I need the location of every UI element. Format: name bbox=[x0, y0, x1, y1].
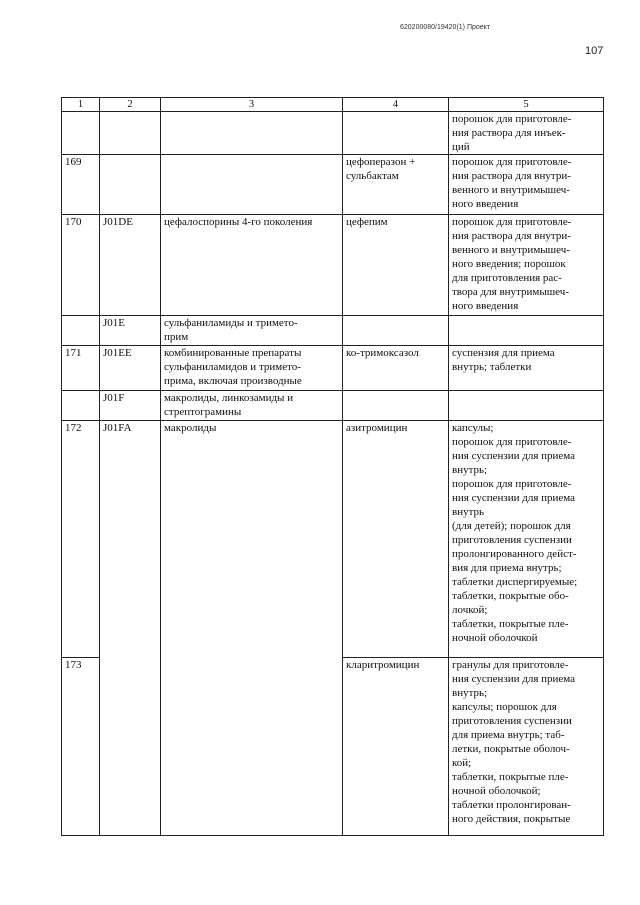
atc-code-cell: J01FA bbox=[100, 421, 161, 658]
atc-code-cell bbox=[100, 658, 161, 836]
dosage-form-cell: порошок для приготовле- ния раствора для внутри- венного и внутримышеч- ного введения; порошок для приготовления рас- твора для внутримышеч- ного введения bbox=[449, 215, 604, 316]
table-row bbox=[62, 215, 604, 316]
group-name-cell: макролиды, линкозамиды и стрептограмины bbox=[161, 391, 343, 421]
row-number-cell bbox=[62, 112, 100, 155]
drug-name-cell: кларитромицин bbox=[343, 658, 449, 836]
dosage-form-cell: суспензия для приема внутрь; таблетки bbox=[449, 346, 604, 391]
dosage-form-cell: капсулы; порошок для приготовле- ния суспензии для приема внутрь; порошок для приготовле- ния суспензии для приема внутрь (для детей); порошок для приготовления суспензии пролонгированного дейст- вия для приема внутрь; таблетки диспергируемые; таблетки, покрытые обо- лочкой; таблетки, покрытые пле- ночной оболочкой bbox=[449, 421, 604, 658]
atc-code-cell: J01E bbox=[100, 316, 161, 346]
table-row bbox=[62, 421, 604, 658]
group-name-cell bbox=[161, 155, 343, 215]
group-name-cell bbox=[161, 112, 343, 155]
drug-name-cell: азитромицин bbox=[343, 421, 449, 658]
drug-name-cell: ко-тримоксазол bbox=[343, 346, 449, 391]
atc-code-cell bbox=[100, 112, 161, 155]
group-name-cell: макролиды bbox=[161, 421, 343, 658]
group-name-cell bbox=[161, 658, 343, 836]
table-header-row bbox=[62, 98, 604, 112]
atc-code-cell: J01F bbox=[100, 391, 161, 421]
page-number: 107 bbox=[585, 45, 604, 57]
row-number-cell bbox=[62, 391, 100, 421]
dosage-form-cell: порошок для приготовле- ния раствора для инъек- ций bbox=[449, 112, 604, 155]
table-row bbox=[62, 155, 604, 215]
row-number-cell: 173 bbox=[62, 658, 100, 836]
table-row bbox=[62, 658, 604, 836]
column-header-1: 1 bbox=[62, 98, 100, 112]
dosage-form-cell bbox=[449, 316, 604, 346]
table-row bbox=[62, 112, 604, 155]
drug-name-cell: цефепим bbox=[343, 215, 449, 316]
group-name-cell: сульфаниламиды и тримето- прим bbox=[161, 316, 343, 346]
group-name-cell: комбинированные препараты сульфаниламидов и тримето- прима, включая производные bbox=[161, 346, 343, 391]
column-header-2: 2 bbox=[100, 98, 161, 112]
row-number-cell bbox=[62, 316, 100, 346]
dosage-form-cell: гранулы для приготовле- ния суспензии для приема внутрь; капсулы; порошок для приготовления суспензии для приема внутрь; таб- летки, покрытые оболоч- кой; таблетки, покрытые пле- ночной оболочкой; таблетки пролонгирован- ного действия, покрытые bbox=[449, 658, 604, 836]
table-row bbox=[62, 316, 604, 346]
drug-name-cell bbox=[343, 112, 449, 155]
group-name-cell: цефалоспорины 4-го поколения bbox=[161, 215, 343, 316]
column-header-4: 4 bbox=[343, 98, 449, 112]
row-number-cell: 172 bbox=[62, 421, 100, 658]
drug-registry-table bbox=[61, 97, 604, 836]
atc-code-cell bbox=[100, 155, 161, 215]
atc-code-cell: J01EE bbox=[100, 346, 161, 391]
column-header-3: 3 bbox=[161, 98, 343, 112]
column-header-5: 5 bbox=[449, 98, 604, 112]
drug-name-cell bbox=[343, 316, 449, 346]
atc-code-cell: J01DE bbox=[100, 215, 161, 316]
drug-name-cell: цефоперазон + сульбактам bbox=[343, 155, 449, 215]
table-row bbox=[62, 391, 604, 421]
document-id: 620200080/19420(1) Проект bbox=[400, 24, 491, 31]
table-row bbox=[62, 346, 604, 391]
row-number-cell: 169 bbox=[62, 155, 100, 215]
drug-name-cell bbox=[343, 391, 449, 421]
dosage-form-cell bbox=[449, 391, 604, 421]
row-number-cell: 171 bbox=[62, 346, 100, 391]
row-number-cell: 170 bbox=[62, 215, 100, 316]
dosage-form-cell: порошок для приготовле- ния раствора для внутри- венного и внутримышеч- ного введения bbox=[449, 155, 604, 215]
